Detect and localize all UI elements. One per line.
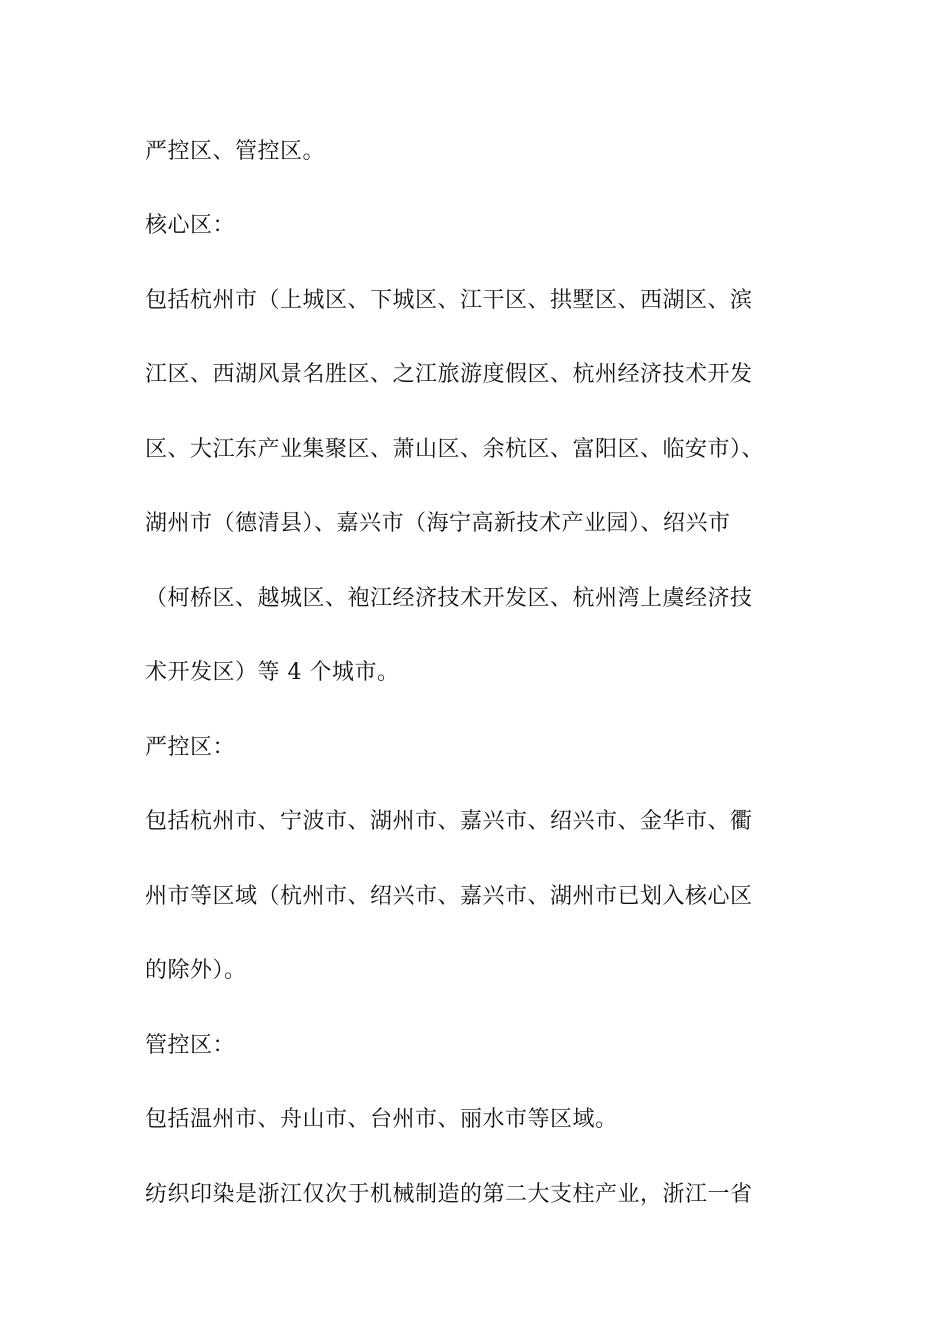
heading-strict-zone: 严控区： <box>145 735 236 760</box>
text-line-8: 术开发区）等 4 个城市。 <box>145 660 400 685</box>
text-line-6: 湖州市（德清县）、嘉兴市（海宁高新技术产业园）、绍兴市 <box>145 511 731 536</box>
text-line-7: （柯桥区、越城区、袍江经济技术开发区、杭州湾上虞经济技 <box>145 586 753 611</box>
text-line-10: 包括杭州市、宁波市、湖州市、嘉兴市、绍兴市、金华市、衢 <box>145 809 753 834</box>
text-line-4: 江区、西湖风景名胜区、之江旅游度假区、杭州经济技术开发 <box>145 362 753 387</box>
text-line-5: 区、大江东产业集聚区、萧山区、余杭区、富阳区、临安市）、 <box>145 437 765 462</box>
text-line-1: 严控区、管控区。 <box>145 139 326 164</box>
text-line-11: 州市等区域（杭州市、绍兴市、嘉兴市、湖州市已划入核心区 <box>145 884 753 909</box>
text-line-15: 纺织印染是浙江仅次于机械制造的第二大支柱产业，浙江一省 <box>145 1182 753 1207</box>
text-line-12: 的除外）。 <box>145 958 247 983</box>
text-line-14: 包括温州市、舟山市、台州市、丽水市等区域。 <box>145 1107 618 1132</box>
text-line-3: 包括杭州市（上城区、下城区、江干区、拱墅区、西湖区、滨 <box>145 288 753 313</box>
heading-control-zone: 管控区： <box>145 1033 236 1058</box>
heading-core-zone: 核心区： <box>145 213 236 238</box>
